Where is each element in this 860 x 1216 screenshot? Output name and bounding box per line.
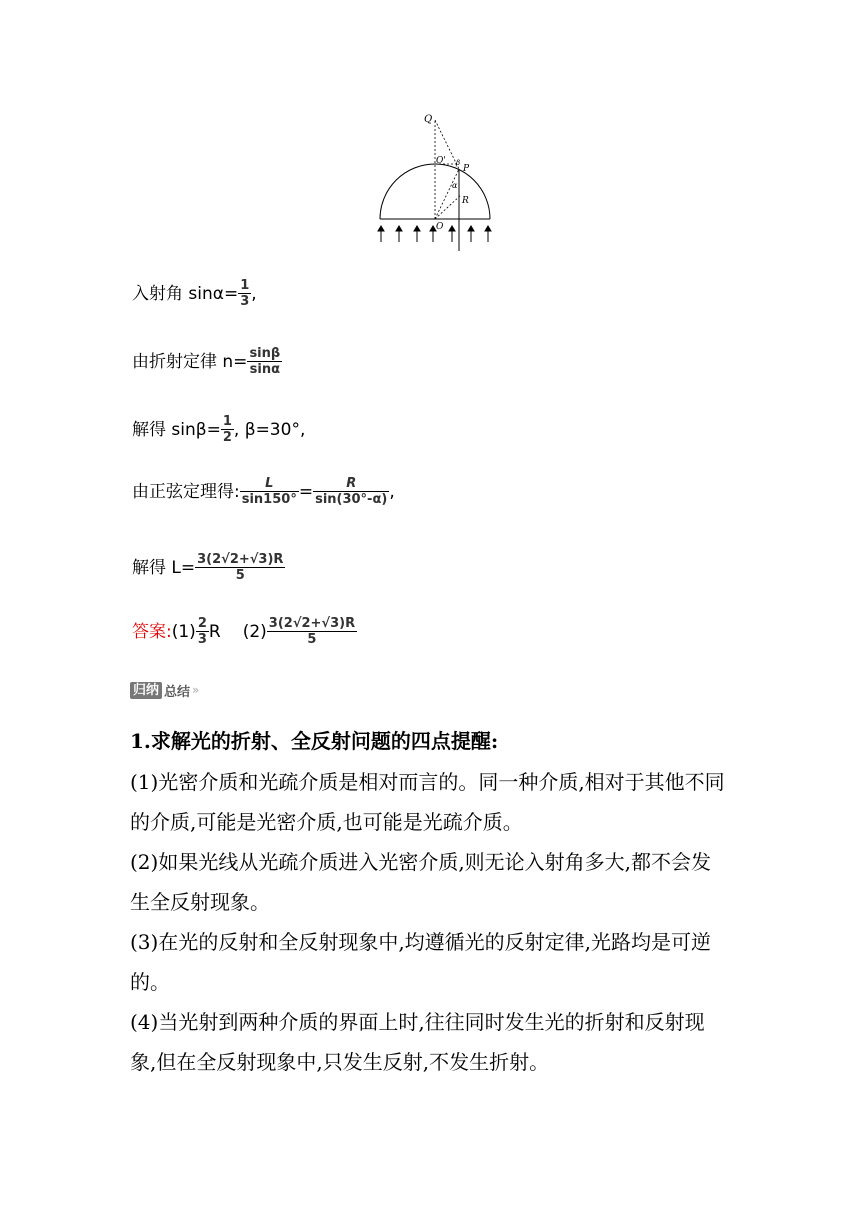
solve-beta-prefix: 解得 sinβ= <box>132 419 221 440</box>
label-alpha: α <box>452 181 458 190</box>
solve-l-line <box>132 552 285 583</box>
fraction-numerator: 2 <box>197 616 207 631</box>
answer-label: 答案: <box>132 621 172 642</box>
sine-rule-fraction-right <box>313 476 389 507</box>
summary-p3-line2: 的。 <box>130 970 170 994</box>
fraction-numerator: sinβ <box>249 346 281 361</box>
label-r: R <box>462 196 469 206</box>
label-o: O <box>436 222 444 232</box>
summary-badge <box>130 681 199 699</box>
fraction-numerator: 3(2√2+√3)R <box>197 552 284 567</box>
summary-p1-line1: (1)光密介质和光疏介质是相对而言的。同一种介质,相对于其他不同 <box>130 770 725 794</box>
fraction-denominator: 5 <box>307 632 317 647</box>
answer-part1-prefix: (1) <box>171 621 196 642</box>
fraction-denominator: sin150° <box>241 492 297 507</box>
answer-part1-suffix: R <box>208 621 221 642</box>
fraction-denominator: 3 <box>240 294 250 309</box>
summary-badge-text: 总结 <box>164 684 191 700</box>
summary-p1-line2: 的介质,可能是光密介质,也可能是光疏介质。 <box>130 810 523 834</box>
fraction-denominator: 2 <box>222 430 232 445</box>
sine-rule-suffix: , <box>389 481 395 502</box>
answer-part2-prefix: (2) <box>242 621 267 642</box>
fraction-denominator: 5 <box>235 568 245 583</box>
fraction-numerator: L <box>265 476 274 491</box>
incident-arrows <box>378 226 491 242</box>
label-o-prime: O' <box>436 156 446 166</box>
sine-rule-equals: = <box>298 481 314 502</box>
summary-p3-line1: (3)在光的反射和全反射现象中,均遵循光的反射定律,光路均是可逆 <box>130 930 712 954</box>
summary-p2-line2: 生全反射现象。 <box>130 890 270 914</box>
summary-heading: 1.求解光的折射、全反射问题的四点提醒: <box>130 729 499 753</box>
fraction-denominator: sin(30°-α) <box>315 492 388 507</box>
answer-part1-fraction <box>196 616 209 647</box>
chevron-right-icon: » <box>192 683 200 697</box>
solve-l-fraction <box>195 552 285 583</box>
incidence-angle-line <box>132 278 257 309</box>
label-q: Q <box>424 114 433 125</box>
fraction-numerator: 3(2√2+√3)R <box>268 616 356 631</box>
answer-part2-fraction <box>267 616 357 647</box>
fraction-numerator: 1 <box>222 414 232 429</box>
incidence-prefix: 入射角 sinα= <box>132 283 239 304</box>
answer-line <box>132 616 357 647</box>
fraction-denominator: sinα <box>249 362 281 377</box>
incidence-suffix: , <box>251 283 257 304</box>
sine-rule-line <box>132 476 395 507</box>
refraction-diagram <box>370 108 500 253</box>
sine-rule-prefix: 由正弦定理得: <box>132 481 240 502</box>
summary-p4-line2: 象,但在全反射现象中,只发生反射,不发生折射。 <box>130 1050 550 1074</box>
or-dashed-line <box>435 195 461 219</box>
label-beta: β <box>456 159 461 167</box>
summary-p4-line1: (4)当光射到两种介质的界面上时,往往同时发生光的折射和反射现 <box>130 1010 705 1034</box>
fraction-denominator: 3 <box>197 632 207 647</box>
refraction-prefix: 由折射定律 n= <box>132 351 248 372</box>
refraction-fraction <box>247 346 282 377</box>
solve-beta-suffix: , β=30°, <box>233 419 306 440</box>
summary-p2-line1: (2)如果光线从光疏介质进入光密介质,则无论入射角多大,都不会发 <box>130 850 712 874</box>
solve-beta-fraction <box>221 414 234 445</box>
sine-rule-fraction-left <box>240 476 299 507</box>
op-dashed-line <box>435 169 459 219</box>
incidence-fraction <box>238 278 251 309</box>
solve-beta-line <box>132 414 305 445</box>
summary-body <box>130 762 740 1082</box>
label-p: P <box>463 164 470 174</box>
refraction-law-line <box>132 346 282 377</box>
fraction-numerator: R <box>346 476 357 491</box>
fraction-numerator: 1 <box>240 278 250 293</box>
summary-badge-box: 归纳 <box>130 682 162 699</box>
solve-l-prefix: 解得 L= <box>132 557 196 578</box>
